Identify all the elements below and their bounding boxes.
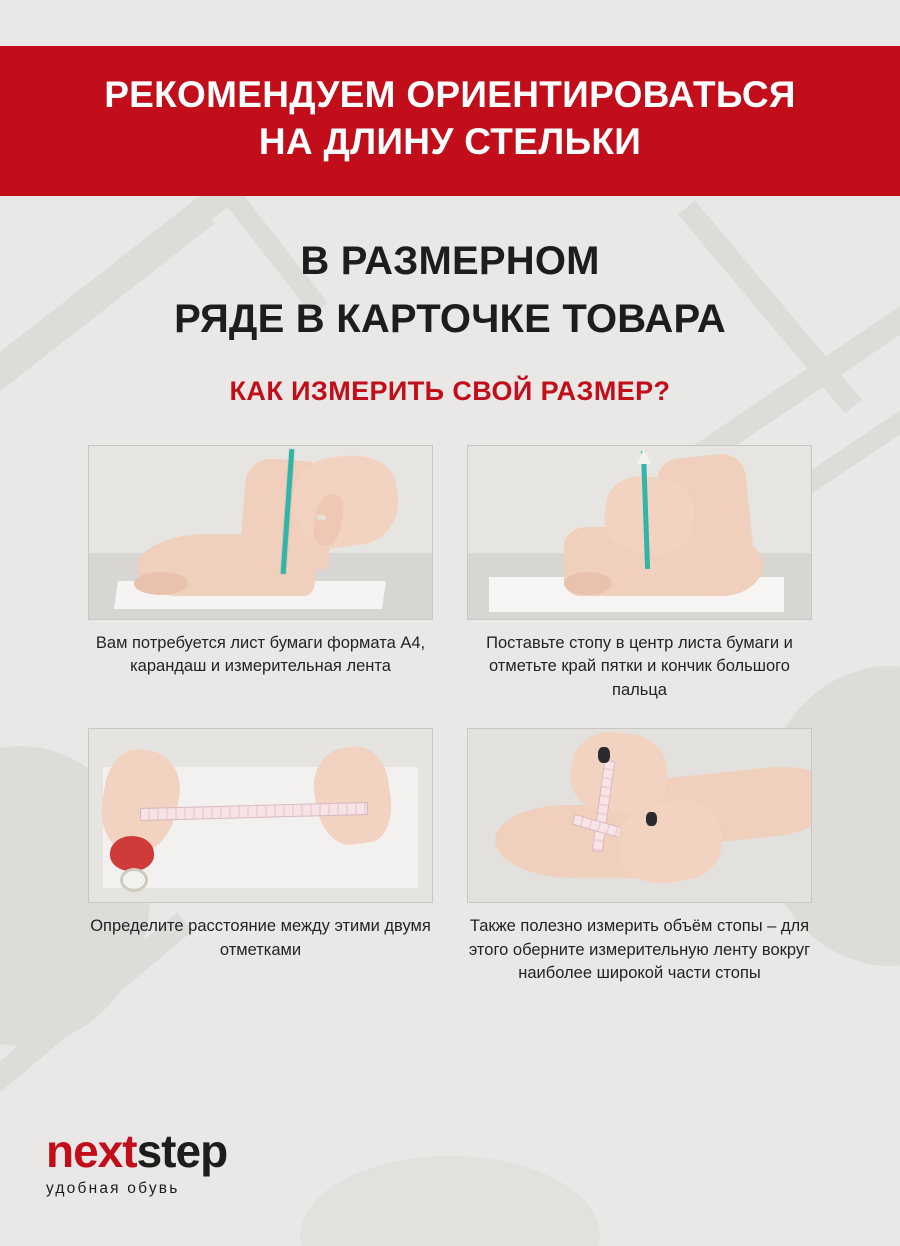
tape-around-foot-photo <box>467 728 812 903</box>
logo-wordmark <box>46 1124 227 1178</box>
bg-circle <box>300 1156 600 1246</box>
foot-with-pencil-photo <box>88 445 433 620</box>
step-caption: Также полезно измерить объём стопы – для этого оберните измерительную ленту вокруг наиболее широкой части стопы <box>468 917 811 983</box>
tape-reel-shape <box>110 836 155 871</box>
step-item <box>467 445 812 702</box>
toes-shape <box>134 572 189 594</box>
step-caption: Определите расстояние между этими двумя отметками <box>90 917 431 959</box>
header-title-line1: РЕКОМЕНДУЕМ ОРИЕНТИРОВАТЬСЯ <box>104 74 796 115</box>
step-caption: Поставьте стопу в центр листа бумаги и отметьте край пятки и кончик большого пальца <box>486 633 793 699</box>
step-item <box>88 445 433 702</box>
logo-tagline: удобная обувь <box>46 1180 180 1197</box>
ring-shape <box>317 515 326 520</box>
step-item <box>467 728 812 985</box>
logo-next-text: next <box>46 1125 137 1177</box>
fingernail-shape <box>598 747 610 763</box>
header-title <box>30 72 870 166</box>
tape-measure-on-paper-photo <box>88 728 433 903</box>
subheading <box>0 232 900 348</box>
fingernail-shape <box>646 812 657 826</box>
toes-shape <box>564 572 612 594</box>
logo-step-text: step <box>136 1125 228 1177</box>
brand-logo <box>46 1124 227 1198</box>
pencil-tip-shape <box>637 448 651 464</box>
question-title: КАК ИЗМЕРИТЬ СВОЙ РАЗМЕР? <box>229 375 671 406</box>
subheading-line1: В РАЗМЕРНОМ <box>300 238 600 283</box>
header-banner <box>0 46 900 196</box>
subheading-line2: РЯДЕ В КАРТОЧКЕ ТОВАРА <box>174 296 726 341</box>
steps-grid <box>0 407 900 986</box>
header-title-line2: НА ДЛИНУ СТЕЛЬКИ <box>258 120 642 162</box>
step-item <box>88 728 433 985</box>
foot-on-paper-photo <box>467 445 812 620</box>
step-caption: Вам потребуется лист бумаги формата А4, карандаш и измерительная лента <box>95 633 426 676</box>
tape-ring-shape <box>120 868 148 892</box>
